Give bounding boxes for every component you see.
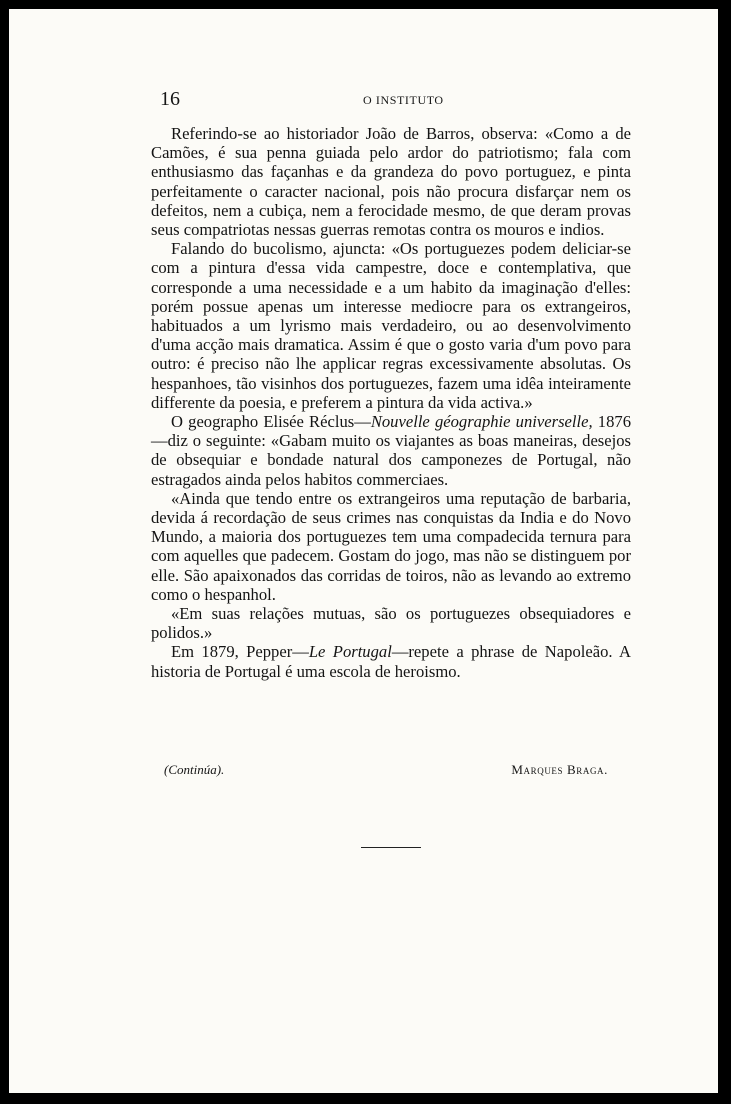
paragraph-relacoes: «Em suas relações mutuas, são os portuguezes obsequiadores e polidos.»: [151, 604, 631, 643]
page-number: 16: [160, 88, 180, 110]
page-header: [160, 88, 640, 114]
paragraph-pepper: Em 1879, Pepper—Le Portugal—repete a phrase de Napoleão. A historia de Portugal é uma escola de heroismo.: [151, 642, 631, 681]
paragraph-joao-de-barros: Referindo-se ao historiador João de Barros, observa: «Como a de Camões, é sua penna guiada pelo ardor do patriotismo; fala com enthusiasmo das façanhas e da grandeza do povo portuguez, e pinta perfeitamente o caracter nacional, pois não procura disfarçar nem os defeitos, nem a cubiça, nem a ferocidade mesmo, de que deram provas seus compatriotas nessas guerras remotas contra os mouros e indios.: [151, 124, 631, 240]
continua-note: (Continúa).: [164, 762, 225, 777]
author-signature: Marques Braga.: [511, 762, 608, 777]
book-title-pepper: Le Portugal: [308, 642, 392, 662]
paragraph-reclus: O geographo Elisée Réclus—Nouvelle géographie universelle, 1876—diz o seguinte: «Gabam muito os viajantes as boas maneiras, desejos de obsequiar e bondade natural dos camponezes de Portugal, não estragados ainda pelos habitos commerciaes.: [151, 412, 631, 489]
article-footer: [164, 762, 608, 782]
paragraph-reputacao: «Ainda que tendo entre os extrangeiros uma reputação de barbaria, devida á recordação de seus crimes nas conquistas da India e do Novo Mundo, a maioria dos portuguezes tem uma compadecida ternura para com aquelles que padecem. Gostam do jogo, mas não se distinguem por elle. São apaixonados das corridas de toiros, não as levando ao extremo como o hespanhol.: [151, 488, 631, 604]
end-rule-divider: [361, 847, 421, 848]
article-body: [151, 124, 631, 681]
running-title: O INSTITUTO: [363, 93, 444, 107]
book-title-reclus: Nouvelle géographie universelle,: [370, 412, 593, 432]
paragraph-bucolismo: Falando do bucolismo, ajuncta: «Os portuguezes podem deliciar-se com a pintura d'essa vida campestre, doce e contemplativa, que corresponde a uma necessidade e a um habito da imaginação d'elles: porém possue apenas um interesse mediocre para os extrangeiros, habituados a um lyrismo mais verdadeiro, ou ao desenvolvimento d'uma acção mais dramatica. Assim é que o gosto varia d'um povo para outro: é preciso não lhe applicar regras excessivamente absolutas. Os hespanhoes, tão visinhos dos portuguezes, fazem uma idêa inteiramente differente da poesia, e preferem a pintura da vida activa.»: [151, 239, 631, 412]
